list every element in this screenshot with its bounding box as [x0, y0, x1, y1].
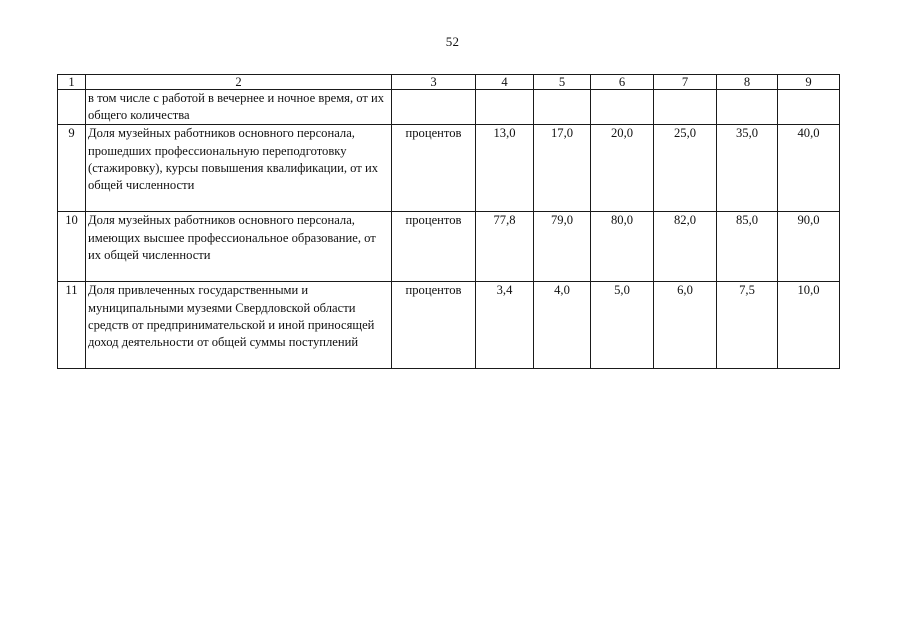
value-cell: [717, 90, 778, 125]
value-cell: 10,0: [778, 282, 840, 369]
header-cell-7: 7: [654, 75, 717, 90]
value-cell: 80,0: [591, 212, 654, 282]
header-cell-5: 5: [534, 75, 591, 90]
table-row: [58, 90, 840, 125]
value-cell: 25,0: [654, 125, 717, 212]
value-cell: 77,8: [476, 212, 534, 282]
value-cell: [591, 90, 654, 125]
page-number: 52: [445, 34, 460, 49]
value-cell: [778, 90, 840, 125]
value-cell: 82,0: [654, 212, 717, 282]
row-number-cell: 10: [58, 212, 86, 282]
unit-cell: процентов: [392, 282, 476, 369]
indicator-name-cell: Доля привлеченных государственными и муниципальными музеями Свердловской области средств от предпринимательской и иной приносящей доход деятельности от общей суммы поступлений: [86, 282, 392, 369]
unit-cell: [392, 90, 476, 125]
value-cell: 40,0: [778, 125, 840, 212]
indicators-table: [57, 74, 840, 369]
value-cell: 20,0: [591, 125, 654, 212]
value-cell: 13,0: [476, 125, 534, 212]
row-number-cell: [58, 90, 86, 125]
header-cell-6: 6: [591, 75, 654, 90]
header-cell-2: 2: [86, 75, 392, 90]
header-cell-1: 1: [58, 75, 86, 90]
header-cell-8: 8: [717, 75, 778, 90]
header-cell-9: 9: [778, 75, 840, 90]
row-number-cell: 11: [58, 282, 86, 369]
unit-cell: процентов: [392, 212, 476, 282]
unit-cell: процентов: [392, 125, 476, 212]
value-cell: 79,0: [534, 212, 591, 282]
value-cell: 4,0: [534, 282, 591, 369]
value-cell: 17,0: [534, 125, 591, 212]
value-cell: 6,0: [654, 282, 717, 369]
table-row: [58, 282, 840, 369]
value-cell: 7,5: [717, 282, 778, 369]
table-row: [58, 125, 840, 212]
table-header-row: [58, 75, 840, 90]
header-cell-3: 3: [392, 75, 476, 90]
value-cell: [476, 90, 534, 125]
value-cell: 90,0: [778, 212, 840, 282]
value-cell: [534, 90, 591, 125]
value-cell: 3,4: [476, 282, 534, 369]
header-cell-4: 4: [476, 75, 534, 90]
indicator-name-cell: Доля музейных работников основного персонала, имеющих высшее профессиональное образование, от их общей численности: [86, 212, 392, 282]
indicator-name-cell: в том числе с работой в вечернее и ночное время, от их общего количества: [86, 90, 392, 125]
value-cell: 5,0: [591, 282, 654, 369]
row-number-cell: 9: [58, 125, 86, 212]
table-row: [58, 212, 840, 282]
value-cell: 85,0: [717, 212, 778, 282]
value-cell: 35,0: [717, 125, 778, 212]
value-cell: [654, 90, 717, 125]
indicator-name-cell: Доля музейных работников основного персонала, прошедших профессиональную переподготовку (стажировку), курсы повышения квалификации, от их общей численности: [86, 125, 392, 212]
